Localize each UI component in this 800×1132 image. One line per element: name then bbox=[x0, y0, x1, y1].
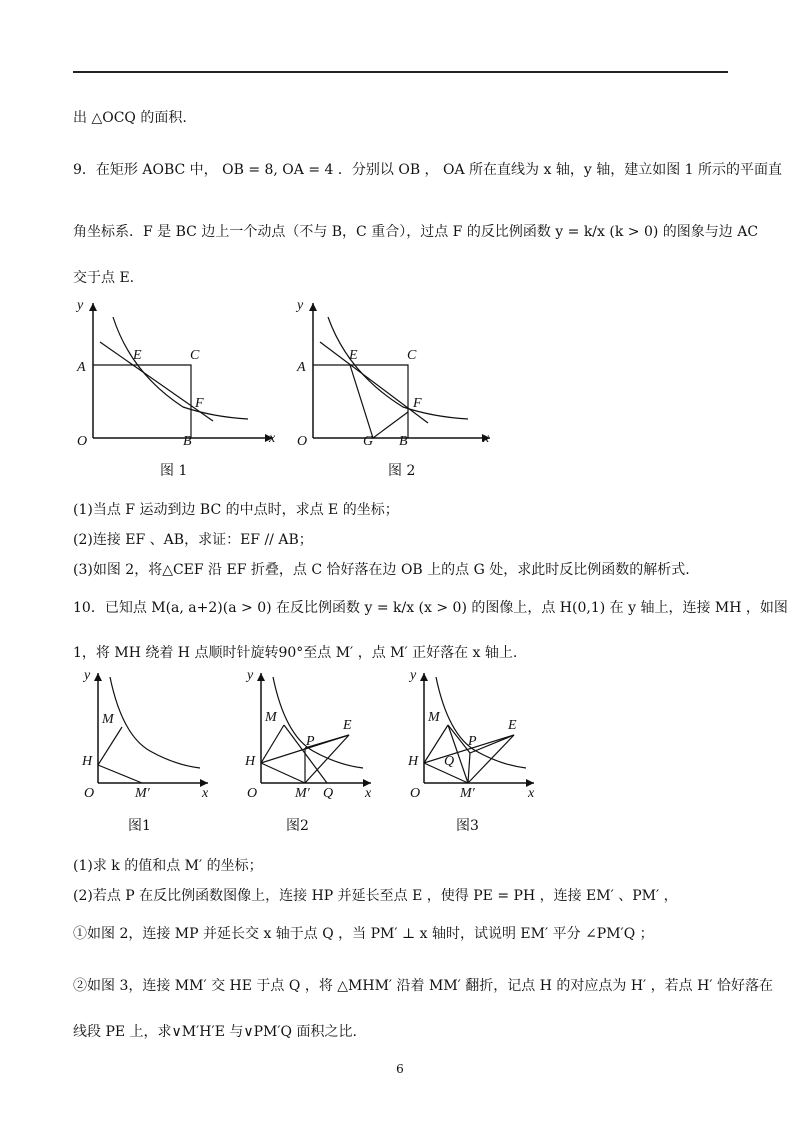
fig5-label-O: O bbox=[410, 786, 421, 801]
fig1-label-B: B bbox=[183, 434, 192, 449]
fig2-label-F: F bbox=[413, 396, 422, 411]
page-number: 6 bbox=[396, 1062, 404, 1076]
fig2-label-G: G bbox=[363, 434, 374, 449]
figure-2 bbox=[293, 295, 493, 485]
problem-9-line-1: 9．在矩形 AOBC 中， OB = 8, OA = 4 ．分别以 OB ， OA 所在直线为 x 轴，y 轴，建立如图 1 所示的平面直 bbox=[73, 162, 783, 178]
figure-1 bbox=[73, 295, 283, 485]
fig1-caption: 图 1 bbox=[160, 463, 188, 479]
figure-4 bbox=[243, 665, 378, 810]
figure-5 bbox=[406, 665, 541, 810]
fig3-label-O: O bbox=[84, 786, 95, 801]
fig5-label-y: y bbox=[410, 668, 417, 683]
fig2-label-x: x bbox=[483, 431, 490, 446]
fig2-label-B: B bbox=[399, 434, 408, 449]
fig1-label-C: C bbox=[190, 348, 200, 363]
problem-10-part-2-ii-cont: 线段 PE 上，求∨M′H′E 与∨PM′Q 面积之比. bbox=[73, 1024, 357, 1040]
fig4-label-O: O bbox=[247, 786, 258, 801]
fig4-label-E: E bbox=[343, 718, 352, 733]
fig3-label-y: y bbox=[84, 668, 91, 683]
fig3-label-x: x bbox=[202, 786, 209, 801]
header-rule bbox=[73, 71, 728, 73]
fig4-label-M: M bbox=[265, 710, 277, 725]
fig5-label-E: E bbox=[508, 718, 517, 733]
fig5-label-Mp: M′ bbox=[460, 786, 475, 801]
problem-10-part-2-ii: ②如图 3，连接 MM′ 交 HE 于点 Q ，将 △MHM′ 沿着 MM′ 翻折，记点 H 的对应点为 H′ ，若点 H′ 恰好落在 bbox=[73, 978, 773, 994]
problem-10-part-2-i: ①如图 2，连接 MP 并延长交 x 轴于点 Q ，当 PM′ ⊥ x 轴时，试说明 EM′ 平分 ∠PM′Q ； bbox=[73, 926, 654, 942]
fig4-label-Q: Q bbox=[323, 786, 334, 801]
fig2-label-C: C bbox=[407, 348, 417, 363]
problem-9-line-3: 交于点 E. bbox=[73, 270, 135, 286]
fig4-caption: 图2 bbox=[286, 818, 309, 834]
problem-9-part-3: (3)如图 2，将△CEF 沿 EF 折叠，点 C 恰好落在边 OB 上的点 G 处，求此时反比例函数的解析式. bbox=[73, 562, 690, 578]
problem-9-line-2: 角坐标系．F 是 BC 边上一个动点（不与 B，C 重合），过点 F 的反比例函数 y = k/x (k > 0) 的图象与边 AC bbox=[73, 224, 759, 240]
problem-10-part-2: (2)若点 P 在反比例函数图像上，连接 HP 并延长至点 E ，使得 PE = PH ，连接 EM′ 、PM′ ， bbox=[73, 888, 678, 904]
fig1-label-x: x bbox=[269, 431, 276, 446]
fig3-label-M: M bbox=[102, 712, 114, 727]
fig4-label-P: P bbox=[306, 734, 315, 749]
fig4-label-y: y bbox=[247, 668, 254, 683]
fig2-label-O: O bbox=[297, 434, 308, 449]
fig5-label-M: M bbox=[428, 710, 440, 725]
text-line-1: 出 △OCQ 的面积. bbox=[73, 110, 187, 126]
fig2-label-A: A bbox=[297, 360, 306, 375]
fig5-caption: 图3 bbox=[456, 818, 479, 834]
fig2-caption: 图 2 bbox=[388, 463, 416, 479]
fig1-label-A: A bbox=[77, 360, 86, 375]
fig1-label-F: F bbox=[195, 396, 204, 411]
problem-10-line-2: 1，将 MH 绕着 H 点顺时针旋转90°至点 M′ ，点 M′ 正好落在 x 轴上. bbox=[73, 645, 518, 661]
fig1-label-O: O bbox=[77, 434, 88, 449]
problem-10-line-1: 10．已知点 M(a, a+2)(a > 0) 在反比例函数 y = k/x (x > 0) 的图像上，点 H(0,1) 在 y 轴上，连接 MH ，如图 bbox=[73, 600, 788, 616]
fig3-label-H: H bbox=[82, 754, 93, 769]
fig3-caption: 图1 bbox=[128, 818, 151, 834]
fig4-label-x: x bbox=[365, 786, 372, 801]
problem-9-part-2: (2)连接 EF 、AB，求证：EF // AB； bbox=[73, 532, 313, 548]
fig3-label-Mp: M′ bbox=[135, 786, 150, 801]
fig4-label-Mp: M′ bbox=[295, 786, 310, 801]
fig2-label-y: y bbox=[297, 298, 304, 313]
problem-9-part-1: (1)当点 F 运动到边 BC 的中点时，求点 E 的坐标； bbox=[73, 502, 399, 518]
problem-10-part-1: (1)求 k 的值和点 M′ 的坐标； bbox=[73, 858, 263, 874]
fig4-label-H: H bbox=[245, 754, 256, 769]
fig5-label-H: H bbox=[408, 754, 419, 769]
fig5-label-x: x bbox=[528, 786, 535, 801]
fig1-label-E: E bbox=[133, 348, 142, 363]
fig5-label-Q: Q bbox=[444, 754, 455, 769]
fig2-label-E: E bbox=[349, 348, 358, 363]
figure-3 bbox=[80, 665, 215, 810]
fig1-label-y: y bbox=[77, 298, 84, 313]
fig5-label-P: P bbox=[468, 734, 477, 749]
